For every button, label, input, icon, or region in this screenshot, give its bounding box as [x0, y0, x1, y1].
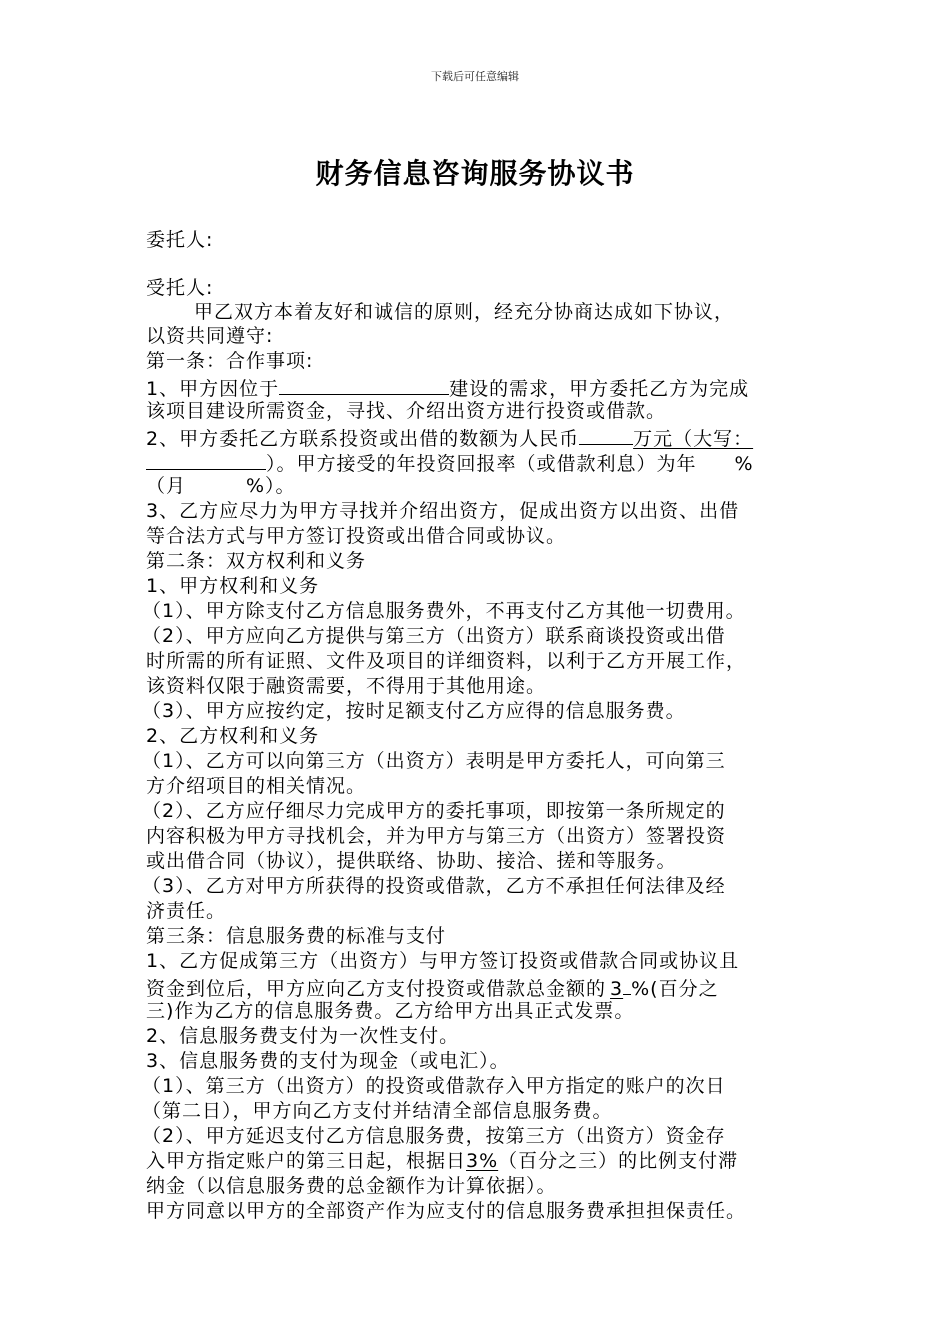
fee-rate-value: 3: [610, 978, 624, 1000]
article-3-clause-2: 2、信息服务费支付为一次性支付。: [146, 1025, 460, 1047]
preamble-line-1: 甲乙双方本着友好和诚信的原则，经充分协商达成如下协议，: [194, 301, 735, 323]
party-b-item-2-cont-2: 或出借合同（协议），提供联络、协助、接洽、搓和等服务。: [146, 850, 677, 872]
amount-unit: 万元（大写：: [633, 428, 754, 450]
party-a-item-2-cont: 时所需的所有证照、文件及项目的详细资料，以利于乙方开展工作，: [146, 650, 747, 672]
guarantee-clause: 甲方同意以甲方的全部资产作为应支付的信息服务费承担担保责任。: [146, 1200, 747, 1222]
article-3-item-2-cont: [146, 1149, 738, 1173]
late-fee-rate: 3%: [466, 1150, 499, 1172]
document-title: 财务信息咨询服务协议书: [315, 157, 635, 190]
article-3-heading: 第三条：信息服务费的标准与支付: [146, 925, 447, 947]
article-1-clause-2-cont: [146, 449, 754, 476]
agent-label: 受托人:: [146, 277, 214, 299]
clause-text: 2、甲方委托乙方联系投资或出借的数额为人民币: [146, 428, 580, 450]
party-b-item-1-cont: 方介绍项目的相关情况。: [146, 775, 367, 797]
article-3-clause-3: 3、信息服务费的支付为现金（或电汇）。: [146, 1050, 510, 1072]
clause-text: ）。甲方接受的年投资回报率（或借款利息）为年: [266, 453, 697, 475]
clause-text: 入甲方指定账户的第三日起，根据日: [146, 1150, 467, 1172]
party-a-item-1: （1）、甲方除支付乙方信息服务费外，不再支付乙方其他一切费用。: [142, 600, 746, 622]
article-3-clause-1-cont: [146, 974, 719, 1001]
party-a-heading: 1、甲方权利和义务: [146, 575, 320, 597]
rate-percent: %: [734, 453, 754, 475]
article-1-clause-2: [146, 424, 753, 451]
article-3-item-2-cont-2: 纳金（以信息服务费的总金额作为计算依据）。: [146, 1175, 557, 1197]
clause-text: （百分之三）的比例支付滞: [498, 1150, 739, 1172]
clause-text: %(百分之: [631, 978, 719, 1000]
article-3-item-1-cont: （第二日），甲方向乙方支付并结清全部信息服务费。: [142, 1100, 613, 1122]
article-1-heading: 第一条：合作事项:: [146, 350, 314, 372]
party-b-item-3: （3）、乙方对甲方所获得的投资或借款，乙方不承担任何法律及经: [142, 875, 726, 897]
party-a-item-3: （3）、甲方应按约定，按时足额支付乙方应得的信息服务费。: [142, 700, 686, 722]
article-3-item-2: （2）、甲方延迟支付乙方信息服务费，按第三方（出资方）资金存: [142, 1125, 726, 1147]
party-b-item-3-cont: 济责任。: [146, 900, 227, 922]
location-blank: [279, 374, 449, 395]
article-1-clause-3: 3、乙方应尽力为甲方寻找并介绍出资方，促成出资方以出资、出借: [146, 500, 740, 522]
clause-text: 建设的需求，甲方委托乙方为完成: [449, 378, 750, 400]
preamble-line-2: 以资共同遵守:: [146, 325, 274, 347]
monthly-rate: （月 %）。: [146, 475, 296, 497]
party-b-item-2: （2）、乙方应仔细尽力完成甲方的委托事项，即按第一条所规定的: [142, 800, 726, 822]
article-3-clause-1-cont-2: 三)作为乙方的信息服务费。乙方给甲方出具正式发票。: [146, 1000, 635, 1022]
article-1-clause-3-cont: 等合法方式与甲方签订投资或出借合同或协议。: [146, 525, 567, 547]
amount-uppercase-blank: [146, 449, 266, 470]
party-b-item-1: （1）、乙方可以向第三方（出资方）表明是甲方委托人，可向第三: [142, 750, 726, 772]
party-a-item-2: （2）、甲方应向乙方提供与第三方（出资方）联系商谈投资或出借: [142, 625, 726, 647]
party-a-item-2-cont-2: 该资料仅限于融资需要，不得用于其他用途。: [146, 675, 547, 697]
article-3-item-1: （1）、第三方（出资方）的投资或借款存入甲方指定的账户的次日: [142, 1075, 726, 1097]
party-b-item-2-cont: 内容积极为甲方寻找机会，并为甲方与第三方（出资方）签署投资: [146, 825, 727, 847]
article-3-clause-1: 1、乙方促成第三方（出资方）与甲方签订投资或借款合同或协议且: [146, 950, 740, 972]
header-note: 下载后可任意编辑: [431, 70, 519, 83]
amount-blank: [579, 424, 633, 445]
client-label: 委托人:: [146, 229, 214, 251]
article-2-heading: 第二条：双方权利和义务: [146, 550, 367, 572]
clause-text: 1、甲方因位于: [146, 378, 280, 400]
article-1-clause-1: [146, 374, 749, 401]
article-1-clause-1-cont: 该项目建设所需资金，寻找、介绍出资方进行投资或借款。: [146, 400, 667, 422]
clause-text: 资金到位后，甲方应向乙方支付投资或借款总金额的: [146, 978, 607, 1000]
party-b-heading: 2、乙方权利和义务: [146, 725, 320, 747]
